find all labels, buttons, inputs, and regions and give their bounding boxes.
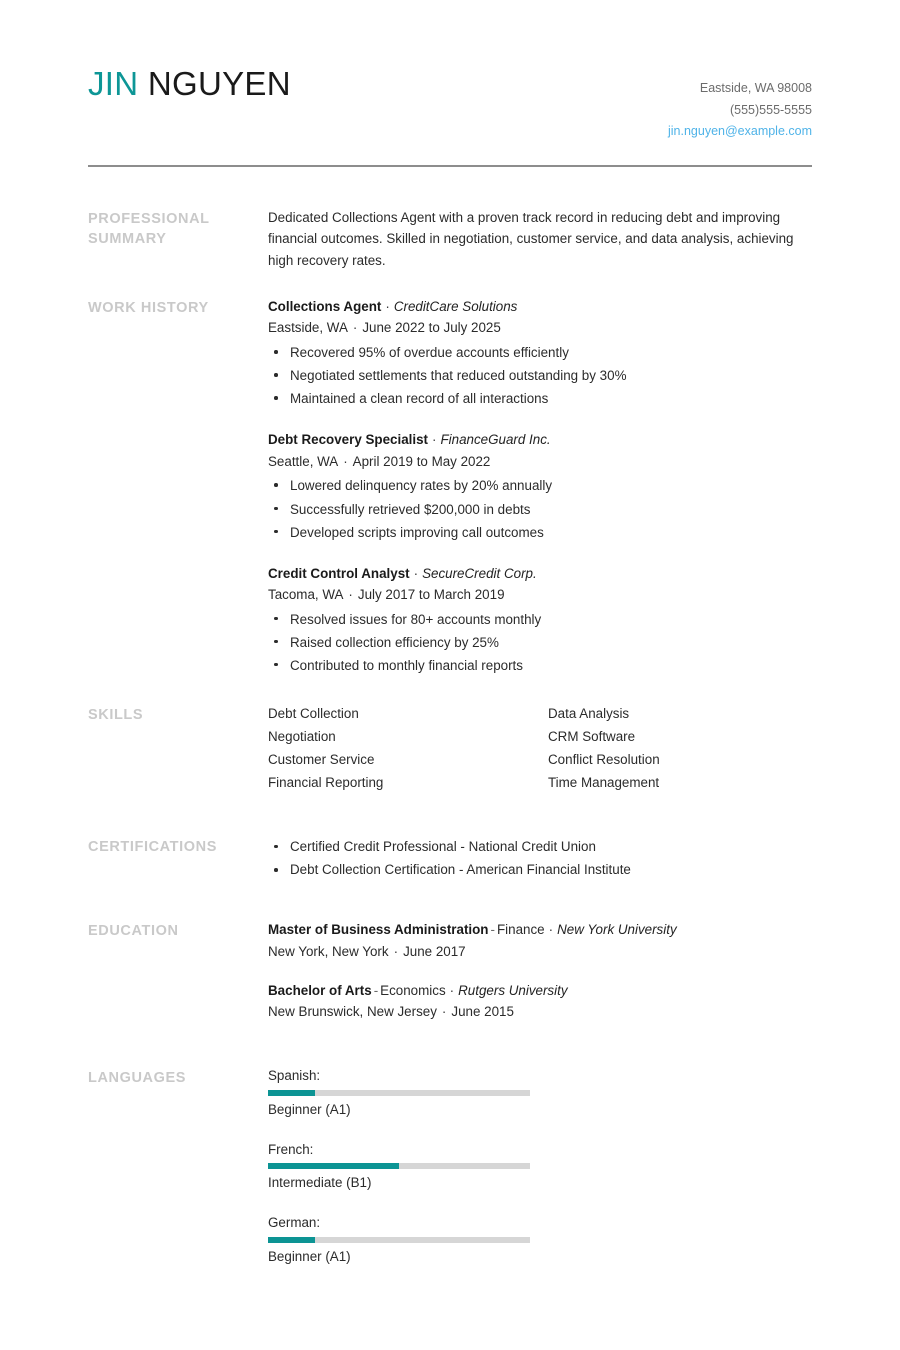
separator-dot: · [432,432,437,448]
languages-grid [268,1066,812,1287]
job-bullet-list [268,474,812,543]
job-dates: June 2022 to July 2025 [362,320,501,336]
job-location: Seattle, WA [268,453,339,469]
education-heading [268,980,812,1002]
job-bullet: Maintained a clean record of all interactions [268,387,812,410]
separator-dot: · [548,922,554,938]
job-meta [268,317,812,339]
language-level: Beginner (A1) [268,1101,351,1117]
skill-item: Negotiation [268,728,336,744]
certification-item: Certified Credit Professional - National Credit Union [268,835,812,859]
language-proficiency-fill [268,1163,399,1169]
work-history-entry [268,296,812,410]
education-meta [268,1001,812,1023]
separator-dot: · [413,565,419,581]
contact-phone[interactable]: (555)555-5555 [729,102,812,117]
resume-header [88,56,812,143]
language-name: French: [268,1141,314,1157]
skill-item: CRM Software [548,728,636,744]
job-meta [268,584,812,606]
job-meta [268,451,812,473]
separator-dot: · [441,1004,447,1020]
skill-item: Time Management [548,774,660,790]
candidate-name [88,66,291,102]
job-bullet: Negotiated settlements that reduced outstanding by 30% [268,364,812,387]
education-degree: Bachelor of Arts [268,982,372,998]
education-meta [268,941,812,963]
language-name: Spanish: [268,1068,321,1084]
skills-body [268,703,812,795]
section-label-summary: PROFESSIONAL SUMMARY [88,210,210,248]
section-label-languages: LANGUAGES [88,1070,187,1087]
skill-item: Data Analysis [548,705,630,721]
education-location: New Brunswick, New Jersey [268,1004,437,1020]
education-heading [268,919,812,941]
education-degree: Master of Business Administration [268,922,489,938]
skill-item: Debt Collection [268,705,359,721]
certifications-body [268,835,812,883]
contact-location: Eastside, WA 98008 [699,81,812,95]
job-title: Debt Recovery Specialist [268,432,429,448]
summary-text: Dedicated Collections Agent with a proven track record in reducing debt and improving financial outcomes. Skilled in negotiation, customer service, and data analysis, achieving high recovery rates. [268,209,794,269]
language-entry [268,1213,548,1268]
job-bullet: Developed scripts improving call outcomes [268,521,812,544]
section-professional-summary [88,207,812,273]
education-dash: - [373,982,379,998]
job-bullet: Successfully retrieved $200,000 in debts [268,498,812,521]
language-proficiency-bar [268,1163,530,1169]
contact-email[interactable]: jin.nguyen@example.com [667,124,812,138]
separator-dot: · [393,943,399,959]
job-heading [268,429,812,450]
education-dash: - [490,922,495,938]
language-proficiency-bar [268,1237,530,1243]
section-label-skills: SKILLS [88,706,144,723]
languages-body [268,1066,812,1287]
job-location: Tacoma, WA [268,587,344,603]
section-languages [88,1066,812,1287]
language-proficiency-bar [268,1090,530,1096]
skills-column-left [268,703,548,795]
education-entry [268,980,812,1023]
certifications-list [268,835,812,883]
last-name: NGUYEN [147,65,291,102]
language-level: Beginner (A1) [268,1248,351,1264]
education-date: June 2017 [403,943,466,959]
job-company: CreditCare Solutions [393,299,518,315]
separator-dot: · [343,453,348,469]
job-dates: April 2019 to May 2022 [352,453,491,469]
summary-body [268,207,812,273]
language-level: Intermediate (B1) [268,1175,372,1191]
language-name: German: [268,1215,321,1231]
work-history-entry [268,429,812,543]
job-bullet: Raised collection efficiency by 25% [268,631,812,654]
section-label-certifications: CERTIFICATIONS [88,838,217,855]
section-label-work-history: WORK HISTORY [88,300,209,317]
work-history-body [268,296,812,677]
language-proficiency-fill [268,1090,315,1096]
job-heading [268,296,812,317]
job-location: Eastside, WA [268,320,348,336]
education-field: Finance [496,922,545,938]
job-title: Collections Agent [268,299,382,315]
job-bullet: Recovered 95% of overdue accounts efficiently [268,341,812,364]
education-body [268,919,812,1023]
section-work-history [88,296,812,677]
job-company: SecureCredit Corp. [422,565,537,581]
job-bullet: Lowered delinquency rates by 20% annually [268,474,812,497]
job-bullet: Resolved issues for 80+ accounts monthly [268,608,812,631]
job-heading [268,563,812,584]
skill-item: Financial Reporting [268,774,384,790]
separator-dot: · [449,982,455,998]
education-entry [268,919,812,962]
education-school: Rutgers University [458,982,568,998]
separator-dot: · [352,320,358,336]
work-history-entry [268,563,812,677]
separator-dot: · [385,299,390,315]
contact-block [668,66,812,143]
skill-item: Conflict Resolution [548,751,660,767]
job-dates: July 2017 to March 2019 [357,587,505,603]
language-proficiency-fill [268,1237,315,1243]
education-location: New York, New York [268,943,389,959]
language-entry [268,1066,548,1121]
job-bullet: Contributed to monthly financial reports [268,654,812,677]
section-skills [88,703,812,795]
skills-grid [268,703,812,795]
job-bullet-list [268,341,812,410]
header-divider [88,165,812,167]
job-company: FinanceGuard Inc. [440,432,551,448]
skills-column-right [548,703,828,795]
education-school: New York University [557,922,677,938]
education-field: Economics [380,982,446,998]
section-label-education: EDUCATION [88,923,179,940]
job-title: Credit Control Analyst [268,565,410,581]
section-certifications [88,835,812,883]
section-education [88,919,812,1023]
education-date: June 2015 [451,1004,514,1020]
skill-item: Customer Service [268,751,375,767]
certification-item: Debt Collection Certification - American Financial Institute [268,858,812,882]
job-bullet-list [268,608,812,677]
language-entry [268,1140,548,1195]
separator-dot: · [348,587,353,603]
first-name: JIN [88,65,139,102]
